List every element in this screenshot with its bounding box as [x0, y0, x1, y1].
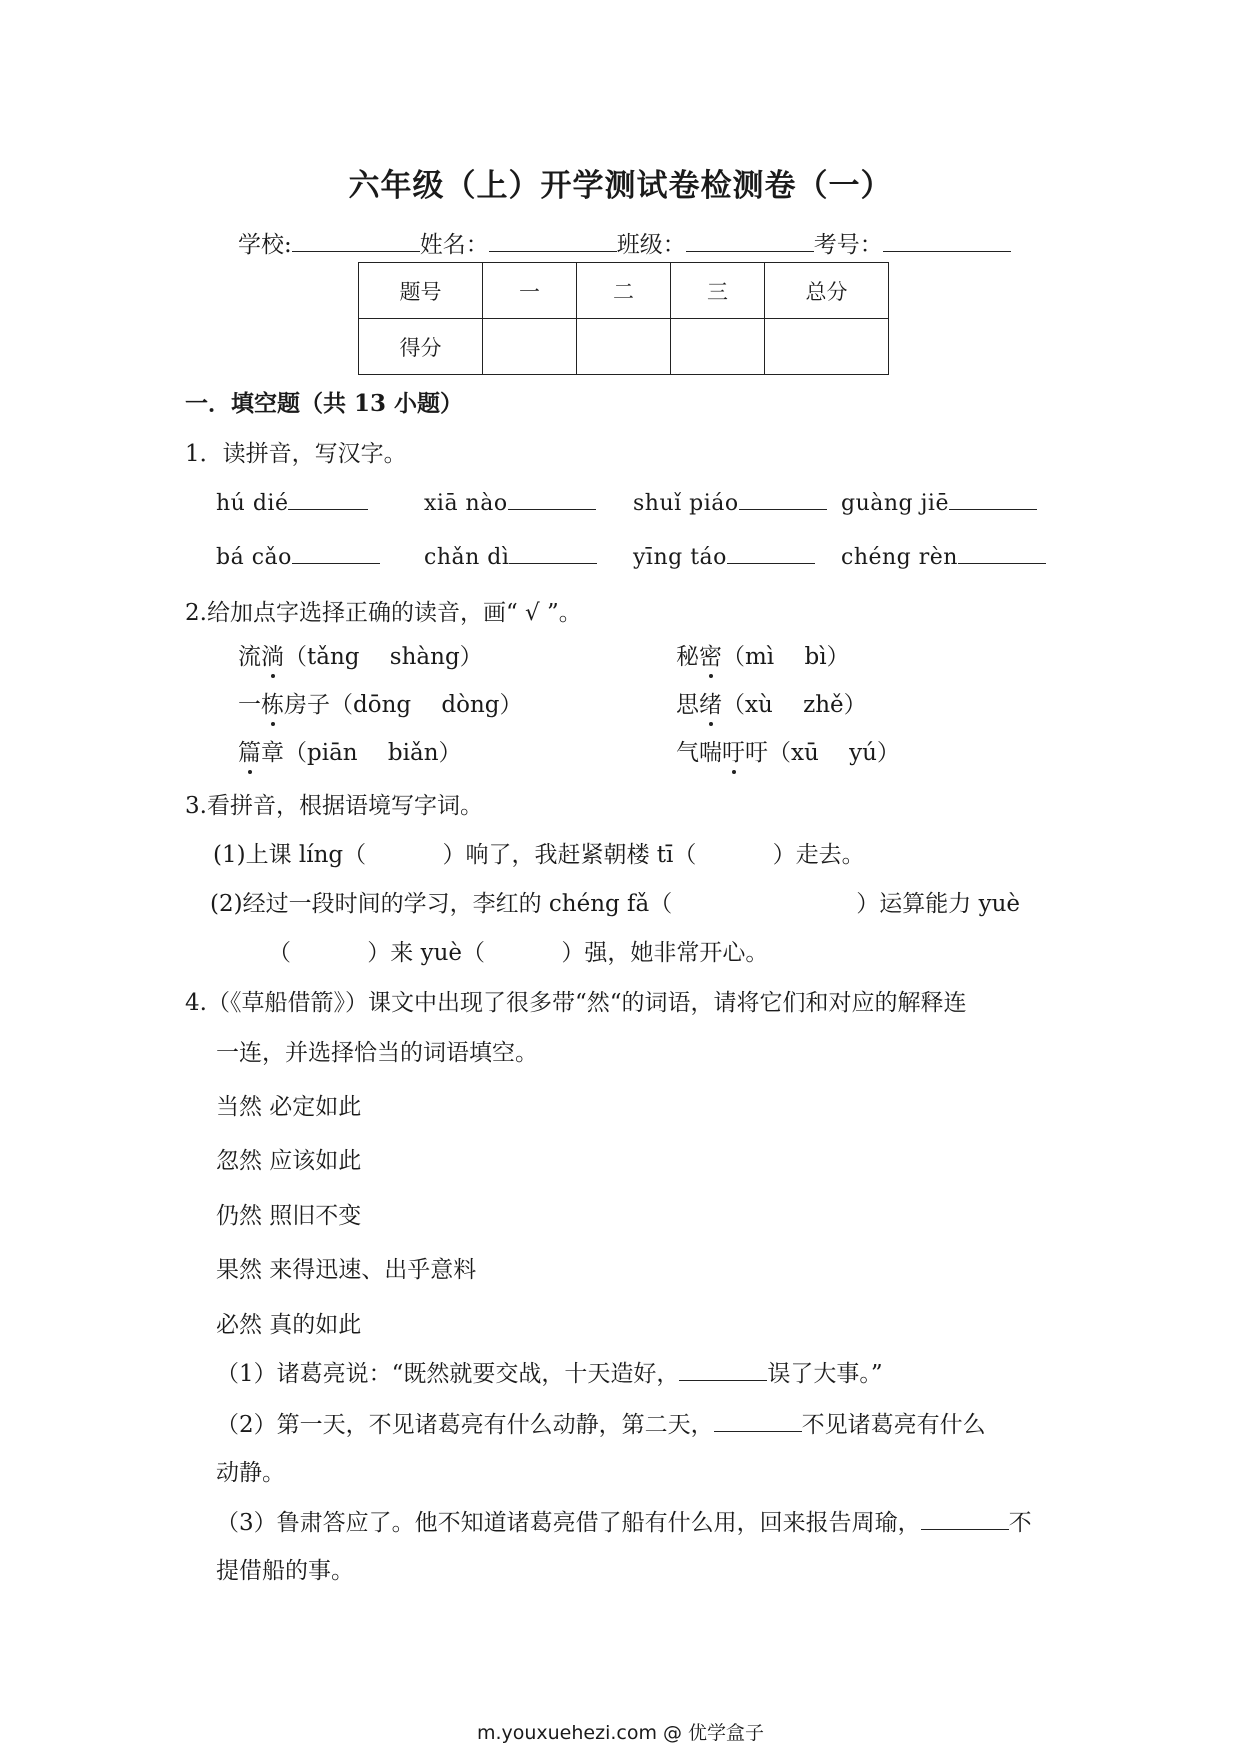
- page-title: 六年级（上）开学测试卷检测卷（一）: [348, 168, 893, 204]
- match-pair[interactable]: 果然 来得迅速、出乎意料: [216, 1257, 477, 1283]
- answer-blank[interactable]: [292, 543, 380, 564]
- score-cell[interactable]: [765, 319, 889, 375]
- answer-blank[interactable]: [727, 543, 815, 564]
- score-cell[interactable]: [671, 319, 765, 375]
- reading-option[interactable]: 气喘吁吁（xū yú）: [676, 734, 900, 767]
- score-cell[interactable]: [483, 319, 577, 375]
- reading-option[interactable]: 秘密（mì bì）: [676, 638, 850, 671]
- reading-option[interactable]: 思绪（xù zhě）: [676, 686, 867, 719]
- score-cell[interactable]: [577, 319, 671, 375]
- answer-blank[interactable]: [288, 489, 368, 510]
- answer-blank[interactable]: [921, 1509, 1009, 1530]
- table-cell: 题号: [359, 263, 483, 319]
- name-field[interactable]: [489, 229, 617, 252]
- match-pair[interactable]: 必然 真的如此: [216, 1312, 362, 1338]
- answer-blank[interactable]: [679, 1360, 767, 1381]
- reading-option[interactable]: 流淌（tǎng shàng）: [238, 638, 483, 671]
- answer-blank[interactable]: [949, 489, 1037, 510]
- question-4-prompt: 一连，并选择恰当的词语填空。: [216, 1040, 538, 1066]
- pinyin-item: chǎn dì: [424, 543, 597, 570]
- table-cell: 二: [577, 263, 671, 319]
- pinyin-item: xiā nào: [424, 489, 596, 516]
- footer-watermark: m.youxuehezi.com @ 优学盒子: [476, 1722, 765, 1744]
- question-1-prompt: 1．读拼音，写汉字。: [185, 441, 407, 467]
- question-3-prompt: 3.看拼音，根据语境写字词。: [185, 793, 483, 819]
- fill-sentence-cont: 提借船的事。: [216, 1558, 354, 1584]
- pinyin-item: guàng jiē: [841, 489, 1037, 516]
- question-4-prompt: 4.（《草船借箭》）课文中出现了很多带“然“的词语，请将它们和对应的解释连: [185, 990, 967, 1016]
- class-field[interactable]: [686, 229, 814, 252]
- pinyin-item: bá cǎo: [216, 543, 380, 570]
- answer-blank[interactable]: [714, 1411, 802, 1432]
- pinyin-item: chéng rèn: [841, 543, 1046, 570]
- fill-sentence: （2）第一天，不见诸葛亮有什么动静，第二天， 不见诸葛亮有什么: [216, 1412, 986, 1438]
- table-cell: 总分: [765, 263, 889, 319]
- table-row: [359, 263, 889, 319]
- answer-blank[interactable]: [509, 543, 597, 564]
- answer-blank[interactable]: [739, 489, 827, 510]
- table-cell: 三: [671, 263, 765, 319]
- question-3-line: (1)上课 líng（ ）响了，我赶紧朝楼 tī（ ）走去。: [213, 842, 865, 868]
- fill-sentence-cont: 动静。: [216, 1460, 285, 1486]
- question-3-line: （ ）来 yuè（ ）强，她非常开心。: [268, 940, 769, 966]
- match-pair[interactable]: 仍然 照旧不变: [216, 1203, 362, 1229]
- match-pair[interactable]: 当然 必定如此: [216, 1094, 362, 1120]
- pinyin-item: yīng táo: [633, 543, 815, 570]
- answer-blank[interactable]: [958, 543, 1046, 564]
- student-info-line: [238, 226, 1011, 259]
- question-3-line: (2)经过一段时间的学习，李红的 chéng fǎ（ ）运算能力 yuè: [210, 891, 1020, 917]
- table-cell: 得分: [359, 319, 483, 375]
- fill-sentence: （3）鲁肃答应了。他不知道诸葛亮借了船有什么用，回来报告周瑜， 不: [216, 1510, 1032, 1536]
- question-2-prompt: 2.给加点字选择正确的读音，画“ √ ”。: [185, 600, 582, 626]
- reading-option[interactable]: 一栋房子（dōng dòng）: [238, 686, 523, 719]
- id-label: 考号：: [813, 232, 883, 258]
- id-field[interactable]: [883, 229, 1011, 252]
- school-label: 学校:: [238, 232, 292, 258]
- class-label: 班级：: [616, 232, 686, 258]
- answer-blank[interactable]: [508, 489, 596, 510]
- pinyin-item: shuǐ piáo: [633, 489, 827, 516]
- school-field[interactable]: [292, 229, 420, 252]
- score-table: [358, 262, 889, 375]
- reading-option[interactable]: 篇章（piān biǎn）: [238, 734, 462, 767]
- name-label: 姓名：: [419, 232, 489, 258]
- table-cell: 一: [483, 263, 577, 319]
- match-pair[interactable]: 忽然 应该如此: [216, 1148, 362, 1174]
- pinyin-item: hú dié: [216, 489, 368, 516]
- table-row: [359, 319, 889, 375]
- fill-sentence: （1）诸葛亮说：“既然就要交战，十天造好， 误了大事。”: [216, 1361, 883, 1387]
- section-heading: 一．填空题（共 13 小题）: [185, 390, 464, 417]
